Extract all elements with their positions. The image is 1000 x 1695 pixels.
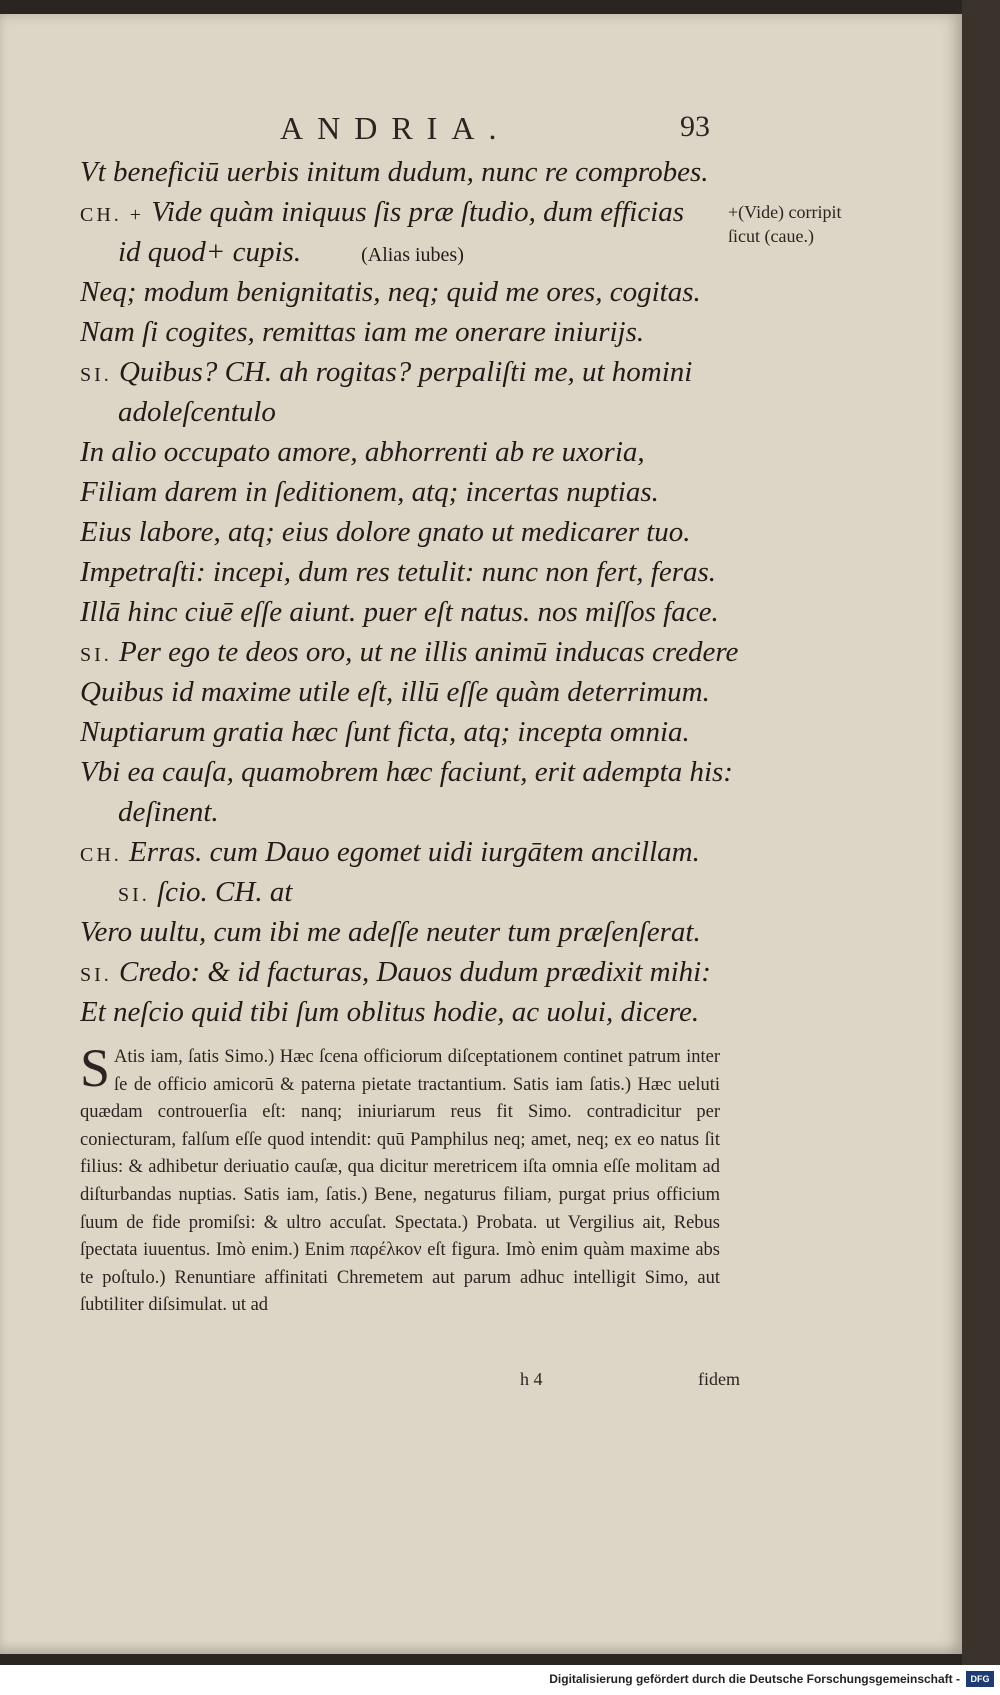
speaker-tag: SI. xyxy=(80,364,112,386)
page-number: 93 xyxy=(680,110,710,143)
verse-text: Et neſcio quid tibi ſum oblitus hodie, ac uolui, dicere. xyxy=(80,996,700,1028)
verse-line xyxy=(80,432,740,472)
verse-text: Impetraſti: incepi, dum res tetulit: nunc non fert, feras. xyxy=(80,556,717,588)
verse-text: Nam ſi cogites, remittas iam me onerare iniurijs. xyxy=(80,316,645,348)
verse-line xyxy=(80,392,740,432)
verse-text: Vt beneficiū uerbis initum dudum, nunc re comprobes. xyxy=(80,156,709,188)
footer-text: Digitalisierung gefördert durch die Deutsche Forschungsgemeinschaft - xyxy=(549,1672,960,1686)
verse-line xyxy=(80,352,740,392)
verse-text: id quod+ cupis. xyxy=(118,236,302,268)
verse-line xyxy=(80,232,740,272)
verse-line xyxy=(80,712,740,752)
verse-text: deſinent. xyxy=(118,796,219,828)
catchword: fidem xyxy=(698,1369,740,1389)
verse-line xyxy=(80,952,740,992)
verse-line xyxy=(80,992,740,1032)
dropcap: S xyxy=(80,1038,111,1098)
verse-text: Credo: & id facturas, Dauos dudum prædixit mihi: xyxy=(119,956,711,988)
footer-bar xyxy=(0,1665,1000,1695)
dfg-logo: DFG xyxy=(966,1671,994,1687)
alias-note: (Alias iubes) xyxy=(361,244,464,266)
verse-text: In alio occupato amore, abhorrenti ab re uxoria, xyxy=(80,436,645,468)
verse-line xyxy=(80,272,740,312)
verse-text: Vbi ea cauſa, quamobrem hæc faciunt, erit adempta his: xyxy=(80,756,733,788)
verse-line xyxy=(80,632,740,672)
verse-text: Per ego te deos oro, ut ne illis animū inducas credere xyxy=(119,636,739,668)
verse-line xyxy=(80,872,740,912)
verse-text: Nuptiarum gratia hæc ſunt ficta, atq; incepta omnia. xyxy=(80,716,690,748)
speaker-tag: CH. xyxy=(80,844,122,866)
scan-background-strip xyxy=(962,0,1000,1695)
verse-text: adoleſcentulo xyxy=(118,396,276,428)
verse-text: Quibus? CH. ah rogitas? perpaliſti me, ut homini xyxy=(119,356,693,388)
speaker-tag: SI. xyxy=(80,644,112,666)
verse-line xyxy=(80,312,740,352)
verse-line xyxy=(80,192,740,232)
commentary-text: Atis iam, ſatis Simo.) Hæc ſcena officiorum diſceptationem continet patrum inter ſe de officio amicorū & paterna pietate tractantium. Satis iam ſatis.) Hæc ueluti quædam controuerſia eſt: nanq; iniuriarum reus fit Simo. contradicitur per coniecturam, falſum eſſe quod intendit: quū Pamphilus neq; amet, neq; ex eo natus ſit filius: & adhibetur deriuatio cauſæ, qua dicitur meretricem iſta omnia eſſe molitam ad diſturbandas nuptias. Satis iam, ſatis.) Bene, negaturus filiam, purgat prius officium ſuum de fide promiſsi: & ultro accuſat. Spectata.) Probata. ut Vergilius ait, Rebus ſpectata iuuentus. Imò enim.) Enim παρέλκον eſt figura. Imò enim quàm maxime abs te poſtulo.) Renuntiare affinitati Chremetem aut parum adhuc intelligit Simo, aut ſubtiliter diſsimulat. ut ad xyxy=(80,1047,720,1316)
verse-text: Vero uultu, cum ibi me adeſſe neuter tum præſenſerat. xyxy=(80,916,701,948)
signature-mark: h 4 xyxy=(520,1369,543,1389)
verse-text: Illā hinc ciuē eſſe aiunt. puer eſt natus. nos miſſos face. xyxy=(80,596,719,628)
commentary-block xyxy=(80,1038,720,1320)
verse-line xyxy=(80,672,740,712)
verse-text: ſcio. CH. at xyxy=(157,876,293,908)
verse-line xyxy=(80,152,740,192)
verse-line xyxy=(80,552,740,592)
verse-line xyxy=(80,912,740,952)
verse-text: Neq; modum benignitatis, neq; quid me ores, cogitas. xyxy=(80,276,701,308)
verse-line xyxy=(80,832,740,872)
margin-note: +(Vide) corripit ſicut (caue.) xyxy=(728,202,842,246)
speaker-tag: SI. xyxy=(118,884,150,906)
verse-text: Vide quàm iniquus ſis præ ſtudio, dum efficias xyxy=(151,196,685,228)
verse-block xyxy=(80,152,740,1032)
verse-line xyxy=(80,592,740,632)
verse-text: Eius labore, atq; eius dolore gnato ut medicarer tuo. xyxy=(80,516,691,548)
verse-line xyxy=(80,792,740,832)
verse-text: Erras. cum Dauo egomet uidi iurgātem ancillam. xyxy=(129,836,700,868)
verse-line xyxy=(80,472,740,512)
verse-line xyxy=(80,512,740,552)
speaker-tag: SI. xyxy=(80,964,112,986)
verse-text: Quibus id maxime utile eſt, illū eſſe quàm deterrimum. xyxy=(80,676,710,708)
running-title: ANDRIA. xyxy=(280,110,511,146)
speaker-tag: CH. + xyxy=(80,204,145,226)
verse-text: Filiam darem in ſeditionem, atq; incertas nuptias. xyxy=(80,476,659,508)
verse-line xyxy=(80,752,740,792)
signature-line xyxy=(520,1369,740,1390)
book-page xyxy=(0,14,962,1654)
